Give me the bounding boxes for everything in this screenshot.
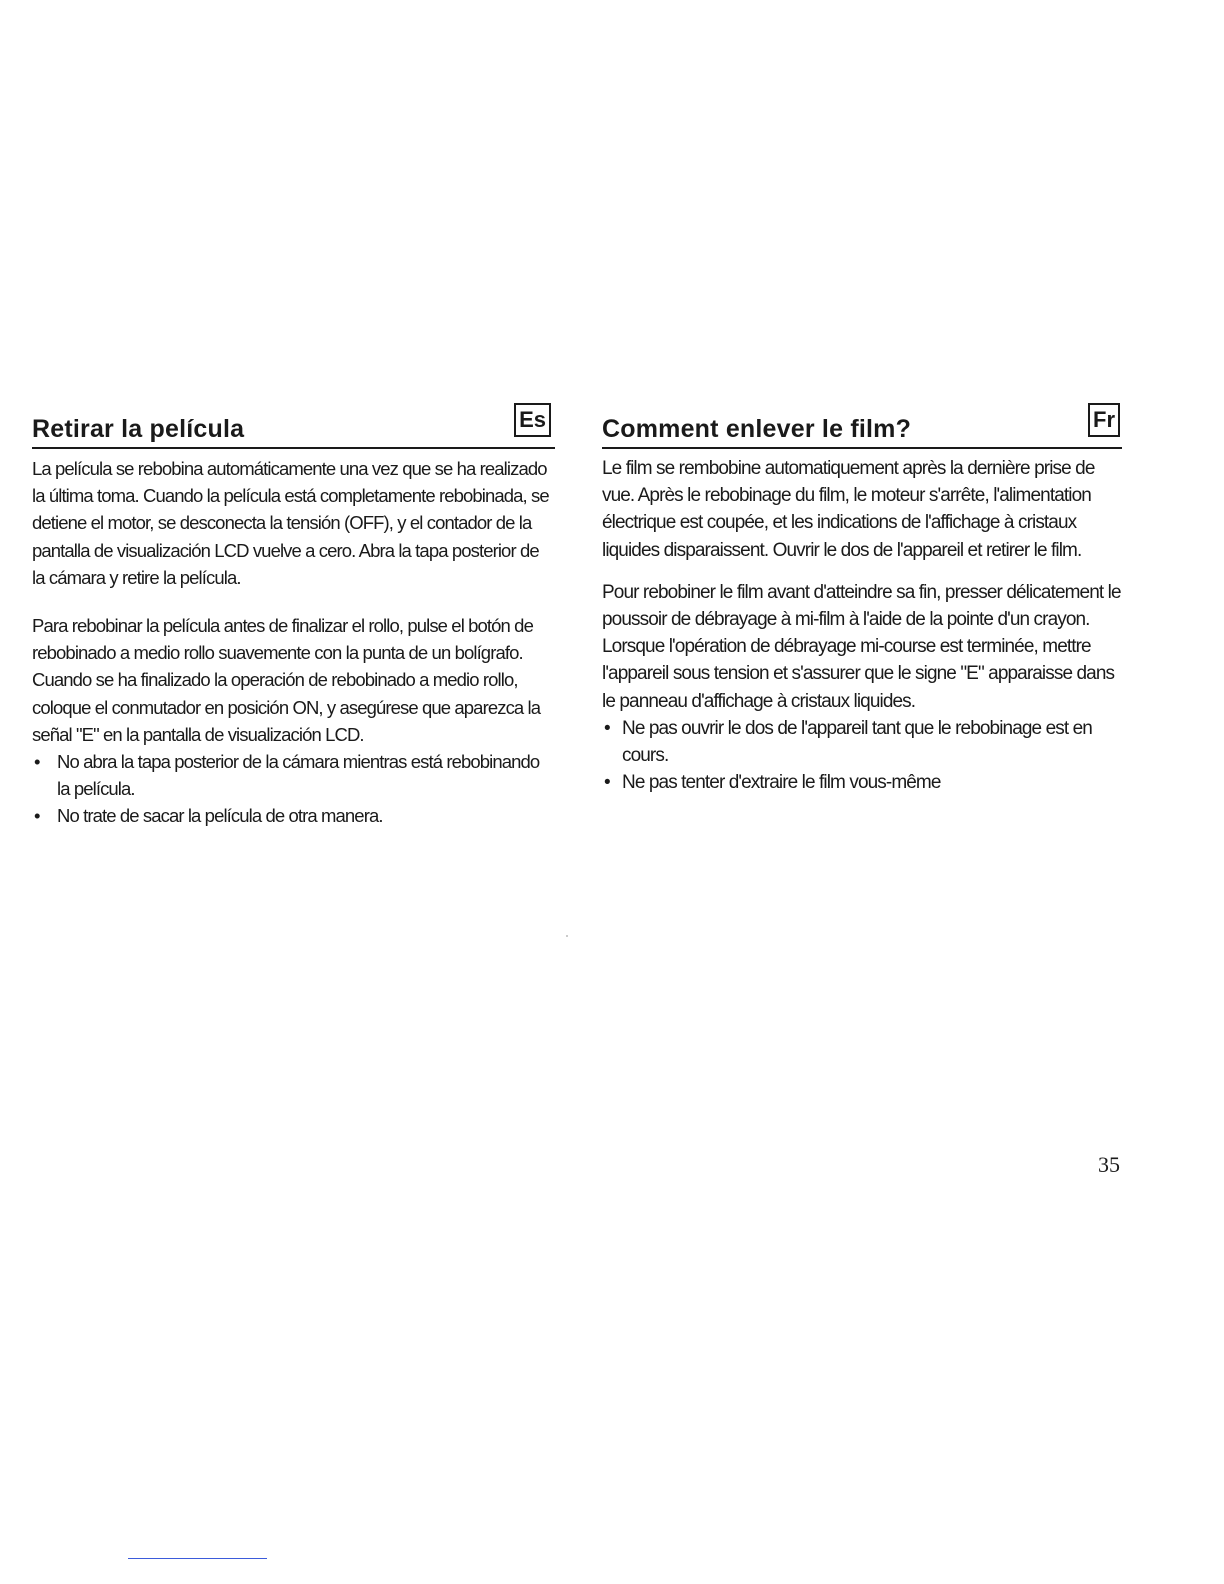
list-item [602, 715, 1122, 769]
spanish-language-badge: Es [514, 403, 551, 437]
french-title: Comment enlever le film? [602, 415, 912, 443]
bullet-icon: • [34, 805, 40, 827]
scan-speck [566, 935, 568, 937]
spanish-body [32, 455, 555, 830]
spanish-paragraph-2: Para rebobinar la película antes de finalizar el rollo, pulse el botón de rebobinado a medio rollo suavemente con la punta de un bolígrafo. Cuando se ha finalizado la operación de rebobinado a medio rollo, coloque el conmutador en posición ON, y asegúrese que aparezca la señal "E" en la pantalla de visualización LCD. [32, 615, 541, 745]
spanish-bullet-list [32, 748, 555, 830]
spanish-paragraph-1: La película se rebobina automáticamente una vez que se ha realizado la última toma. Cuando la película está completamente rebobinada, se detiene el motor, se desconecta la tensión (OFF), y el contador de la pantalla de visualización LCD vuelve a cero. Abra la tapa posterior de la cámara y retire la película. [32, 458, 549, 588]
spanish-bullet-1: No abra la tapa posterior de la cámara mientras está rebobinando la película. [57, 751, 540, 800]
spanish-title: Retirar la película [32, 415, 245, 443]
french-header [602, 395, 1122, 449]
spanish-section [32, 395, 555, 830]
list-item [32, 802, 555, 829]
french-bullet-1: Ne pas ouvrir le dos de l'appareil tant que le rebobinage est en cours. [622, 717, 1092, 767]
bullet-icon: • [604, 772, 610, 794]
bullet-icon: • [604, 717, 610, 739]
spanish-header [32, 395, 555, 449]
list-item [32, 748, 555, 802]
french-bullet-list [602, 715, 1122, 797]
french-paragraph-1: Le film se rembobine automatiquement après la dernière prise de vue. Après le rebobinage du film, le moteur s'arrête, l'alimentation électrique est coupée, et les indications de l'affichage à cristaux liquides disparaissent. Ouvrir le dos de l'appareil et retirer le film. [602, 458, 1095, 561]
list-item [602, 769, 1122, 796]
bullet-icon: • [34, 751, 40, 773]
french-paragraph-2: Pour rebobiner le film avant d'atteindre sa fin, presser délicatement le poussoir de débrayage à mi-film à l'aide de la pointe d'un crayon. Lorsque l'opération de débrayage mi-course est terminée, mettre l'appareil sous tension et s'assurer que le signe "E" apparaisse dans le panneau d'affichage à cristaux liquides. [602, 581, 1121, 712]
french-language-badge: Fr [1088, 403, 1120, 437]
french-body [602, 455, 1122, 796]
bottom-rule [128, 1558, 267, 1559]
spanish-bullet-2: No trate de sacar la película de otra manera. [57, 805, 383, 827]
page-number: 35 [1098, 1152, 1120, 1177]
french-section [602, 395, 1122, 796]
french-bullet-2: Ne pas tenter d'extraire le film vous-même [622, 772, 941, 794]
